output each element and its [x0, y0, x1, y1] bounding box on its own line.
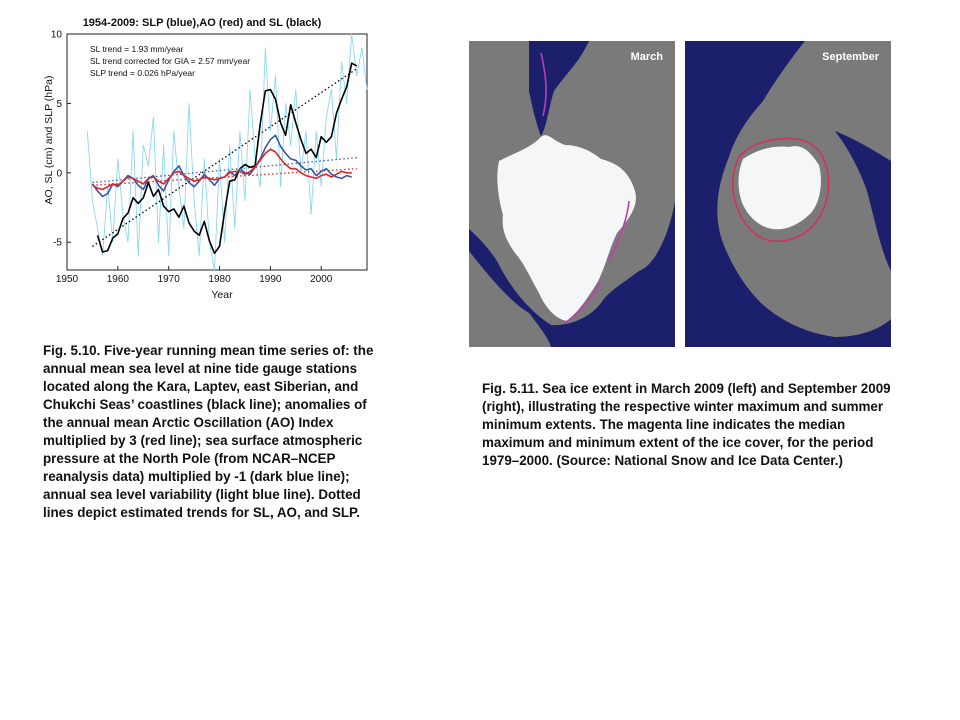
y-tick-label: 10	[50, 29, 62, 41]
x-tick-label: 1950	[55, 274, 79, 285]
figure-5-11-caption: Fig. 5.11. Sea ice extent in March 2009 (left) and September 2009 (right), illustrating the respective winter maximum and summer minimum extents. The magenta line indicates the median maximum and minimum extent of the ice cover, for the period 1979–2000. (Source: National Snow and Ice Data Center.)	[482, 381, 891, 468]
march-map-graphic	[469, 41, 675, 347]
september-label: September	[822, 51, 879, 63]
march-label: March	[630, 51, 663, 63]
x-tick-label: 2000	[310, 274, 333, 285]
chart-title: 1954-2009: SLP (blue),AO (red) and SL (black)	[82, 17, 322, 29]
y-tick-label: 5	[56, 98, 62, 110]
sea-ice-maps	[469, 41, 891, 347]
y-tick-label: 0	[56, 168, 62, 180]
sea-level-chart	[22, 12, 374, 310]
x-axis-label: Year	[211, 289, 233, 301]
march-ice-map	[469, 41, 675, 347]
figure-5-10-caption: Fig. 5.10. Five-year running mean time series of: the annual mean sea level at nine tide gauge stations located along the Kara, Laptev, east Siberian, and Chukchi Seas’ coastlines (black line); anomalies of the annual mean Arctic Oscillation (AO) Index multiplied by 3 (red line); sea surface atmospheric pressure at the North Pole (from NCAR–NCEP reanalysis data) multiplied by -1 (dark blue line); annual sea level variability (light blue line). Dotted lines depict estimated trends for SL, AO, and SLP.	[43, 343, 374, 520]
x-tick-label: 1960	[106, 274, 129, 285]
annotation-slp-trend: SLP trend = 0.026 hPa/year	[90, 68, 195, 78]
x-tick-label: 1990	[259, 274, 282, 285]
series-line	[98, 63, 357, 253]
september-ice-map	[685, 41, 891, 347]
annotation-sl-trend: SL trend = 1.93 mm/year	[90, 44, 184, 54]
annotation-sl-gia-trend: SL trend corrected for GIA = 2.57 mm/year	[90, 56, 251, 66]
x-tick-label: 1980	[208, 274, 231, 285]
y-tick-label: -5	[53, 237, 62, 249]
x-tick-label: 1970	[157, 274, 180, 285]
y-axis-label: AO, SL (cm) and SLP (hPa)	[43, 75, 55, 205]
september-map-graphic	[685, 41, 891, 347]
